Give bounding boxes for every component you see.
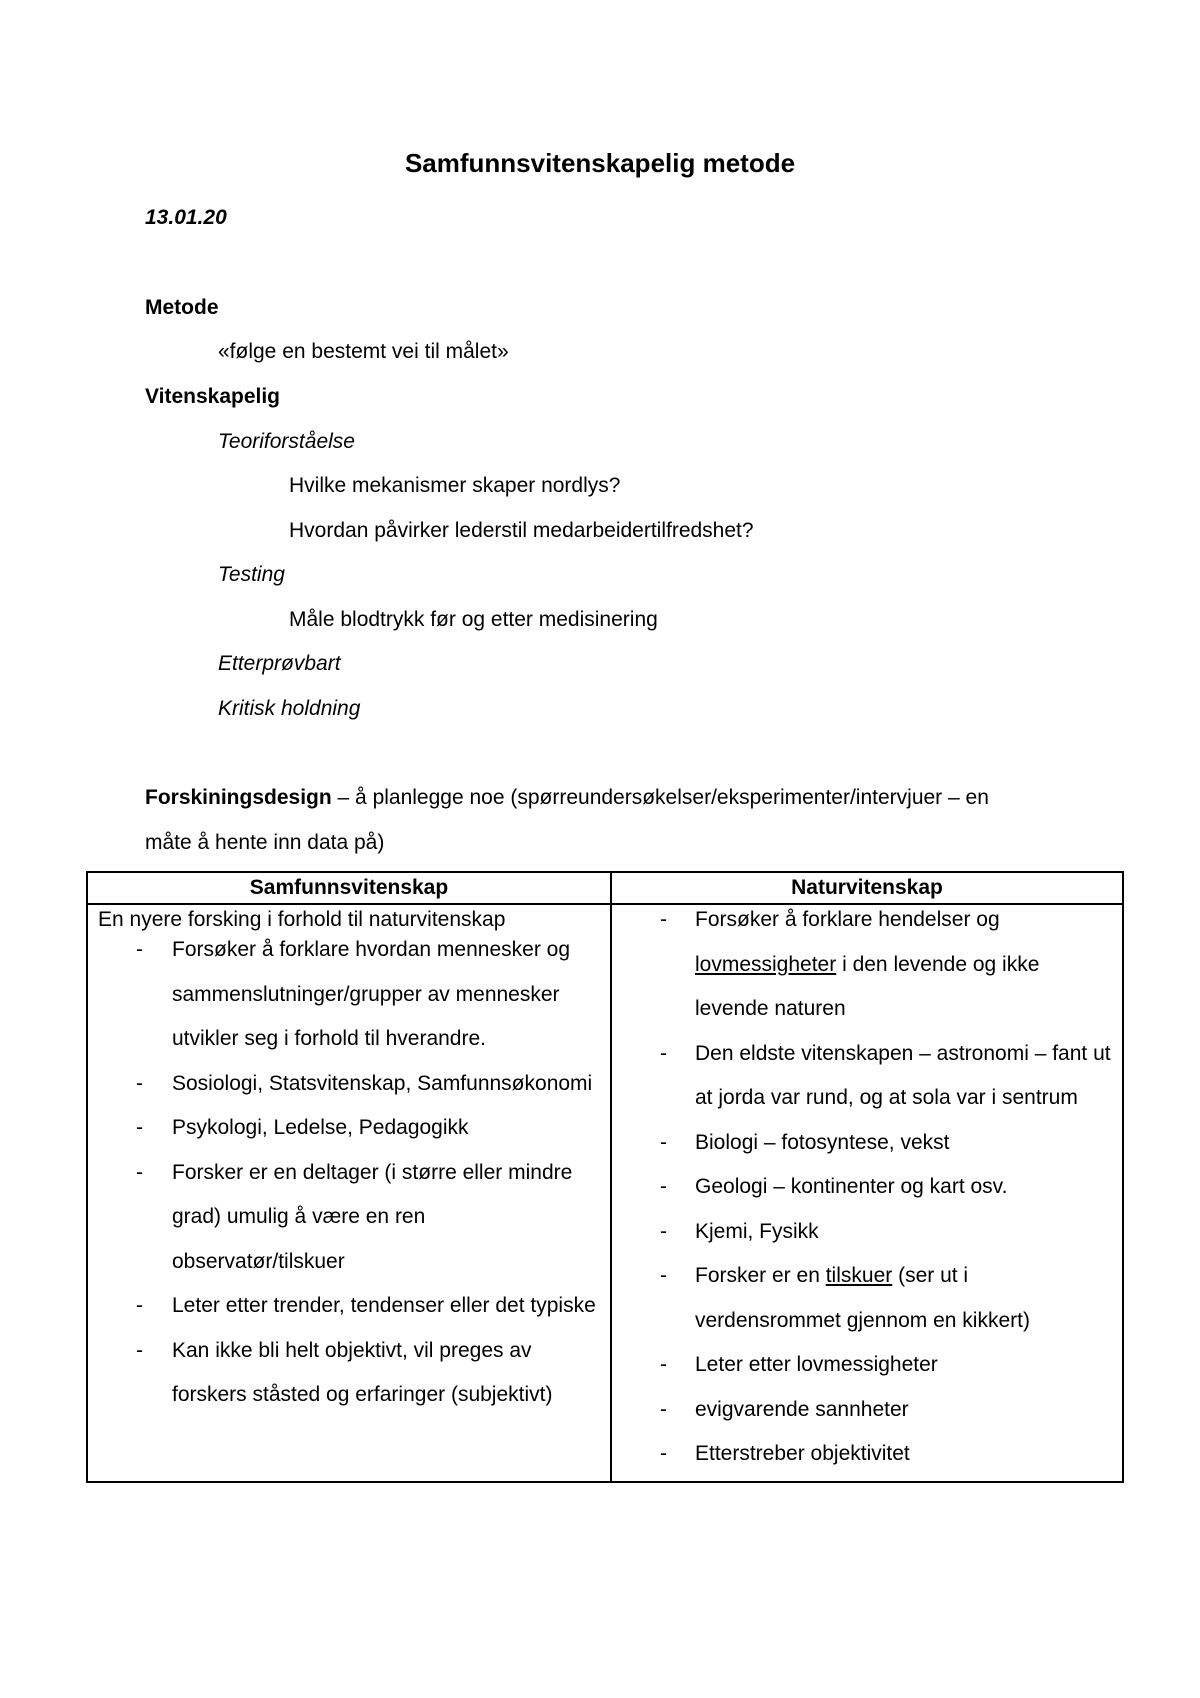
table-body-row <box>87 904 1123 1482</box>
page-title: Samfunnsvitenskapelig metode <box>404 148 796 178</box>
samfunnsvitenskap-list <box>98 928 600 1418</box>
list-item: - Den eldste vitenskapen – astronomi – fant ut at jorda var rund, og at sola var i sentrum <box>660 1041 1111 1109</box>
lovmessigheter-underlined: lovmessigheter <box>695 952 837 976</box>
tilskuer-underlined: tilskuer <box>825 1264 893 1287</box>
list-item: - Etterstreber objektivitet <box>660 1442 910 1465</box>
naturvitenskap-cell <box>611 904 1123 1482</box>
comparison-table <box>86 871 1124 1483</box>
naturvitenskap-list <box>622 898 1112 1477</box>
etterprovbart-label: Etterprøvbart <box>218 652 341 675</box>
header-samfunnsvitenskap: Samfunnsvitenskap <box>87 872 611 904</box>
list-item: - Kan ikke bli helt objektivt, vil preges av forskers ståsted og erfaringer (subjektivt) <box>136 1338 553 1406</box>
list-item: - Sosiologi, Statsvitenskap, Samfunnsøkonomi <box>136 1071 593 1095</box>
samfunnsvitenskap-intro: En nyere forsking i forhold til naturvitenskap <box>98 908 506 931</box>
metode-quote: «følge en bestemt vei til målet» <box>218 340 509 363</box>
list-item: - Geologi – kontinenter og kart osv. <box>660 1175 1008 1198</box>
list-item: - Kjemi, Fysikk <box>660 1219 819 1243</box>
forskningsdesign-definition: – å planlegge noe (spørreundersøkelser/eksperimenter/intervjuer – en <box>331 786 989 809</box>
list-item: - Forsøker å forklare hendelser og lovmessigheter i den levende og ikke levende naturen <box>660 908 1040 1020</box>
list-item: - evigvarende sannheter <box>660 1397 909 1421</box>
forskningsdesign-line-2: måte å hente inn data på) <box>145 831 385 854</box>
samfunnsvitenskap-cell <box>87 904 611 1482</box>
list-item: - Biologi – fotosyntese, vekst <box>660 1130 950 1154</box>
metode-heading: Metode <box>145 296 219 319</box>
forskningsdesign-line-1 <box>145 786 989 810</box>
list-item: - Leter etter trender, tendenser eller det typiske <box>136 1294 596 1317</box>
testing-label: Testing <box>218 563 285 586</box>
list-item: - Psykologi, Ledelse, Pedagogikk <box>136 1116 469 1139</box>
teori-question-1: Hvilke mekanismer skaper nordlys? <box>289 474 621 497</box>
list-item: - Forsker er en deltager (i større eller mindre grad) umulig å være en ren observatør/tilskuer <box>136 1160 573 1273</box>
teori-question-2: Hvordan påvirker lederstil medarbeidertilfredshet? <box>289 519 754 542</box>
kritisk-label: Kritisk holdning <box>218 697 361 720</box>
date: 13.01.20 <box>145 206 227 229</box>
vitenskapelig-heading: Vitenskapelig <box>145 385 281 408</box>
testing-example: Måle blodtrykk før og etter medisinering <box>289 608 658 631</box>
list-item: - Forsøker å forklare hvordan mennesker og sammenslutninger/grupper av mennesker utvikler seg i forhold til hverandre. <box>136 938 571 1050</box>
list-item: - Forsker er en tilskuer (ser ut i verdensrommet gjennom en kikkert) <box>660 1264 1030 1332</box>
header-naturvitenskap: Naturvitenskap <box>611 872 1123 904</box>
list-item: - Leter etter lovmessigheter <box>660 1353 938 1376</box>
forskningsdesign-term: Forskiningsdesign <box>145 786 332 809</box>
teori-label: Teoriforståelse <box>218 430 355 453</box>
